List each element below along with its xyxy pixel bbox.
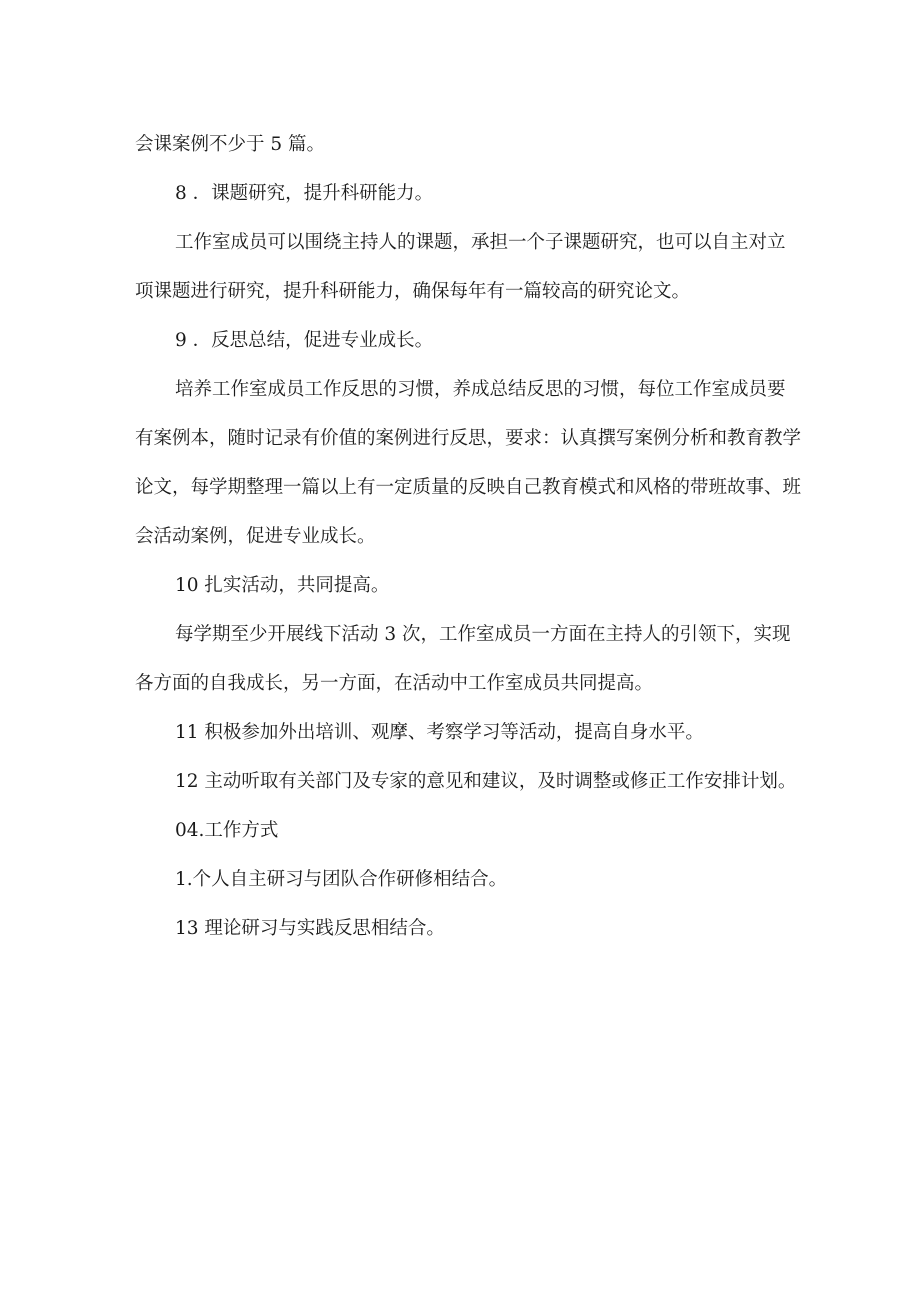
section-04-heading: 04.工作方式	[175, 820, 279, 841]
item-13: 13 理论研习与实践反思相结合。	[175, 918, 445, 939]
item-10-heading: 10 扎实活动，共同提高。	[175, 575, 390, 596]
item-10-body: 每学期至少开展线下活动 3 次，工作室成员一方面在主持人的引领下，实现各方面的自我成长，另一方面，在活动中工作室成员共同提高。	[135, 624, 791, 694]
item-8-body: 工作室成员可以围绕主持人的课题，承担一个子课题研究，也可以自主对立项课题进行研究，提升科研能力，确保每年有一篇较高的研究论文。	[135, 232, 786, 302]
item-9-body: 培养工作室成员工作反思的习惯，养成总结反思的习惯，每位工作室成员要有案例本，随时记录有价值的案例进行反思，要求：认真撰写案例分析和教育教学论文，每学期整理一篇以上有一定质量的反映自己教育模式和风格的带班故事、班会活动案例，促进专业成长。	[135, 379, 802, 547]
method-1: 1.个人自主研习与团队合作研修相结合。	[175, 869, 508, 890]
item-8-heading: 8 ．课题研究，提升科研能力。	[175, 183, 434, 204]
item-9-heading: 9 ．反思总结，促进专业成长。	[175, 330, 434, 351]
item-12: 12 主动听取有关部门及专家的意见和建议，及时调整或修正工作安排计划。	[175, 771, 797, 792]
paragraph-continuation: 会课案例不少于 5 篇。	[135, 134, 326, 155]
item-11: 11 积极参加外出培训、观摩、考察学习等活动，提高自身水平。	[175, 722, 704, 743]
document-body	[135, 120, 803, 953]
